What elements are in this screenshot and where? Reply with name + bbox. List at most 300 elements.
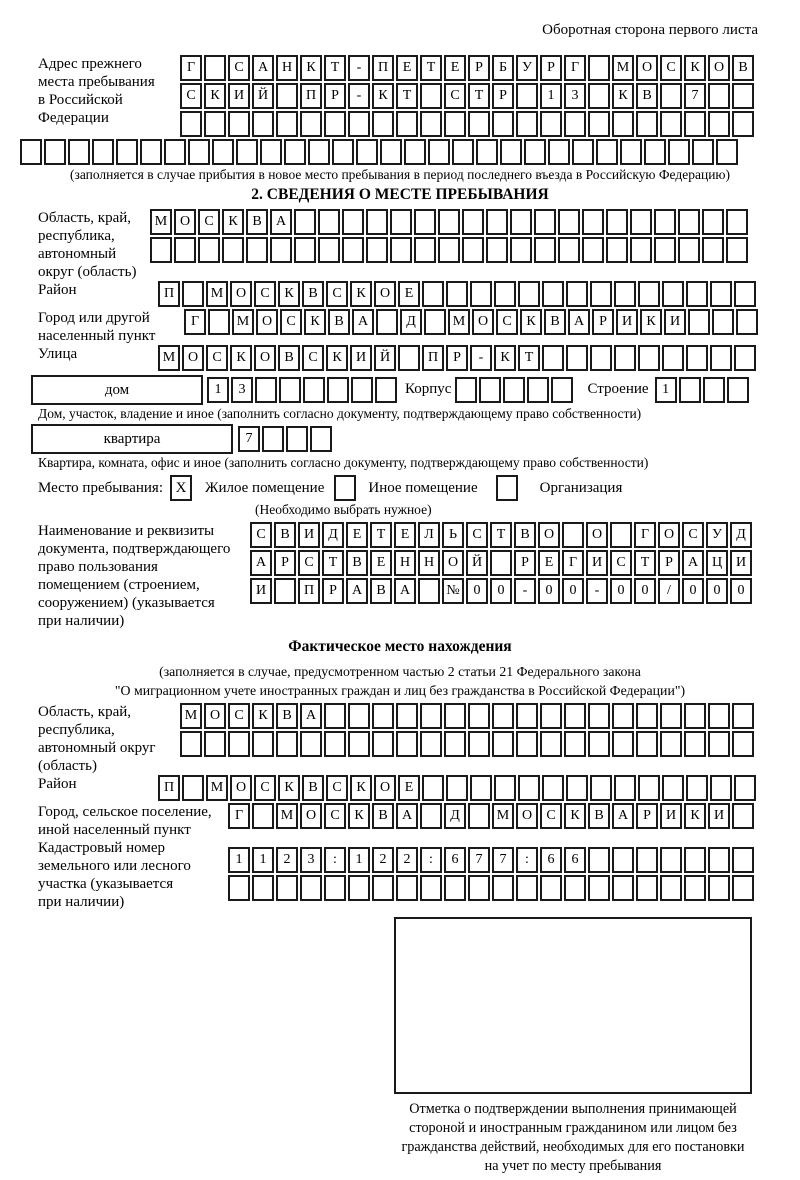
char-cell[interactable] — [372, 703, 394, 729]
char-cell[interactable] — [68, 139, 90, 165]
char-cell[interactable] — [310, 426, 332, 452]
char-cell[interactable]: Е — [398, 281, 420, 307]
char-cell[interactable] — [510, 209, 532, 235]
char-cell[interactable]: А — [352, 309, 374, 335]
char-cell[interactable] — [518, 281, 540, 307]
char-cell[interactable] — [612, 731, 634, 757]
char-cell[interactable] — [612, 847, 634, 873]
char-cell[interactable] — [668, 139, 690, 165]
char-cell[interactable] — [588, 111, 610, 137]
char-cell[interactable]: М — [180, 703, 202, 729]
char-cell[interactable] — [492, 731, 514, 757]
char-cell[interactable]: Р — [492, 83, 514, 109]
char-cell[interactable]: О — [204, 703, 226, 729]
char-cell[interactable]: Р — [324, 83, 346, 109]
char-cell[interactable] — [92, 139, 114, 165]
char-cell[interactable] — [252, 803, 274, 829]
char-cell[interactable] — [228, 731, 250, 757]
char-cell[interactable] — [662, 345, 684, 371]
char-cell[interactable] — [332, 139, 354, 165]
char-cell[interactable]: К — [520, 309, 542, 335]
char-cell[interactable] — [684, 111, 706, 137]
char-cell[interactable] — [468, 731, 490, 757]
char-cell[interactable]: Р — [658, 550, 680, 576]
char-cell[interactable] — [390, 237, 412, 263]
char-cell[interactable] — [342, 209, 364, 235]
char-cell[interactable] — [644, 139, 666, 165]
char-cell[interactable]: 6 — [564, 847, 586, 873]
char-cell[interactable] — [590, 345, 612, 371]
char-cell[interactable] — [548, 139, 570, 165]
char-cell[interactable] — [686, 345, 708, 371]
char-cell[interactable] — [566, 345, 588, 371]
char-cell[interactable] — [684, 847, 706, 873]
char-cell[interactable] — [286, 426, 308, 452]
char-cell[interactable]: В — [514, 522, 536, 548]
char-cell[interactable]: О — [230, 281, 252, 307]
char-cell[interactable] — [684, 703, 706, 729]
char-cell[interactable] — [614, 281, 636, 307]
char-cell[interactable] — [660, 875, 682, 901]
char-cell[interactable]: Е — [538, 550, 560, 576]
char-cell[interactable] — [318, 209, 340, 235]
char-cell[interactable] — [606, 237, 628, 263]
char-cell[interactable]: В — [328, 309, 350, 335]
char-cell[interactable] — [396, 703, 418, 729]
char-cell[interactable]: Т — [324, 55, 346, 81]
char-cell[interactable] — [518, 775, 540, 801]
char-cell[interactable] — [372, 111, 394, 137]
char-cell[interactable] — [588, 875, 610, 901]
char-cell[interactable]: 2 — [396, 847, 418, 873]
char-cell[interactable]: - — [348, 83, 370, 109]
char-cell[interactable]: П — [372, 55, 394, 81]
char-cell[interactable] — [356, 139, 378, 165]
char-cell[interactable] — [540, 111, 562, 137]
char-cell[interactable]: 3 — [231, 377, 253, 403]
char-cell[interactable] — [174, 237, 196, 263]
char-cell[interactable] — [479, 377, 501, 403]
char-cell[interactable] — [494, 775, 516, 801]
char-cell[interactable]: 7 — [684, 83, 706, 109]
char-cell[interactable] — [150, 237, 172, 263]
char-cell[interactable]: С — [302, 345, 324, 371]
char-cell[interactable]: П — [422, 345, 444, 371]
char-cell[interactable] — [180, 731, 202, 757]
char-cell[interactable]: 0 — [538, 578, 560, 604]
char-cell[interactable] — [620, 139, 642, 165]
char-cell[interactable]: М — [612, 55, 634, 81]
char-cell[interactable]: 0 — [562, 578, 584, 604]
char-cell[interactable] — [726, 237, 748, 263]
char-cell[interactable] — [486, 209, 508, 235]
char-cell[interactable] — [614, 345, 636, 371]
char-cell[interactable] — [468, 703, 490, 729]
char-cell[interactable] — [614, 775, 636, 801]
char-cell[interactable] — [492, 703, 514, 729]
char-cell[interactable]: Б — [492, 55, 514, 81]
char-cell[interactable]: В — [370, 578, 392, 604]
char-cell[interactable]: О — [636, 55, 658, 81]
char-cell[interactable] — [636, 731, 658, 757]
char-cell[interactable] — [636, 703, 658, 729]
char-cell[interactable]: М — [232, 309, 254, 335]
char-cell[interactable]: Т — [468, 83, 490, 109]
char-cell[interactable] — [564, 111, 586, 137]
char-cell[interactable] — [446, 281, 468, 307]
char-cell[interactable] — [562, 522, 584, 548]
char-cell[interactable] — [572, 139, 594, 165]
char-cell[interactable] — [182, 775, 204, 801]
char-cell[interactable]: С — [682, 522, 704, 548]
char-cell[interactable] — [686, 775, 708, 801]
char-cell[interactable]: Д — [444, 803, 466, 829]
char-cell[interactable] — [468, 875, 490, 901]
char-cell[interactable] — [732, 83, 754, 109]
char-cell[interactable]: 1 — [207, 377, 229, 403]
char-cell[interactable] — [710, 281, 732, 307]
char-cell[interactable]: Д — [322, 522, 344, 548]
char-cell[interactable]: О — [442, 550, 464, 576]
char-cell[interactable]: Р — [592, 309, 614, 335]
char-cell[interactable] — [188, 139, 210, 165]
char-cell[interactable] — [420, 111, 442, 137]
char-cell[interactable]: В — [372, 803, 394, 829]
char-cell[interactable]: Й — [466, 550, 488, 576]
char-cell[interactable] — [732, 875, 754, 901]
char-cell[interactable]: А — [682, 550, 704, 576]
char-cell[interactable]: С — [254, 281, 276, 307]
char-cell[interactable]: П — [298, 578, 320, 604]
char-cell[interactable]: 2 — [372, 847, 394, 873]
char-cell[interactable]: С — [326, 775, 348, 801]
char-cell[interactable]: С — [206, 345, 228, 371]
char-cell[interactable] — [540, 703, 562, 729]
char-cell[interactable] — [726, 209, 748, 235]
char-cell[interactable]: С — [280, 309, 302, 335]
char-cell[interactable] — [662, 281, 684, 307]
char-cell[interactable] — [420, 703, 442, 729]
char-cell[interactable]: А — [394, 578, 416, 604]
char-cell[interactable] — [588, 703, 610, 729]
char-cell[interactable] — [727, 377, 749, 403]
char-cell[interactable]: : — [516, 847, 538, 873]
char-cell[interactable] — [542, 281, 564, 307]
char-cell[interactable] — [212, 139, 234, 165]
char-cell[interactable] — [688, 309, 710, 335]
char-cell[interactable] — [678, 237, 700, 263]
char-cell[interactable]: К — [278, 775, 300, 801]
char-cell[interactable] — [348, 111, 370, 137]
char-cell[interactable] — [588, 731, 610, 757]
char-cell[interactable]: Т — [490, 522, 512, 548]
char-cell[interactable] — [516, 703, 538, 729]
char-cell[interactable] — [422, 775, 444, 801]
char-cell[interactable] — [428, 139, 450, 165]
char-cell[interactable] — [732, 731, 754, 757]
char-cell[interactable] — [462, 237, 484, 263]
char-cell[interactable] — [732, 847, 754, 873]
char-cell[interactable] — [380, 139, 402, 165]
char-cell[interactable]: И — [664, 309, 686, 335]
char-cell[interactable] — [462, 209, 484, 235]
char-cell[interactable] — [44, 139, 66, 165]
char-cell[interactable]: Р — [274, 550, 296, 576]
char-cell[interactable]: : — [324, 847, 346, 873]
char-cell[interactable]: О — [472, 309, 494, 335]
char-cell[interactable] — [198, 237, 220, 263]
char-cell[interactable]: У — [706, 522, 728, 548]
char-cell[interactable]: Й — [374, 345, 396, 371]
char-cell[interactable] — [590, 775, 612, 801]
char-cell[interactable] — [558, 209, 580, 235]
char-cell[interactable] — [636, 847, 658, 873]
char-cell[interactable] — [712, 309, 734, 335]
char-cell[interactable]: О — [374, 775, 396, 801]
char-cell[interactable]: Н — [276, 55, 298, 81]
char-cell[interactable]: О — [182, 345, 204, 371]
char-cell[interactable]: Л — [418, 522, 440, 548]
char-cell[interactable]: Г — [228, 803, 250, 829]
char-cell[interactable] — [516, 731, 538, 757]
char-cell[interactable] — [588, 847, 610, 873]
char-cell[interactable]: Е — [396, 55, 418, 81]
char-cell[interactable]: А — [612, 803, 634, 829]
char-cell[interactable] — [558, 237, 580, 263]
char-cell[interactable]: 0 — [490, 578, 512, 604]
char-cell[interactable] — [20, 139, 42, 165]
char-cell[interactable] — [376, 309, 398, 335]
char-cell[interactable]: 6 — [444, 847, 466, 873]
char-cell[interactable] — [527, 377, 549, 403]
char-cell[interactable]: 0 — [466, 578, 488, 604]
char-cell[interactable]: 1 — [252, 847, 274, 873]
char-cell[interactable]: Е — [394, 522, 416, 548]
char-cell[interactable] — [610, 522, 632, 548]
char-cell[interactable] — [348, 875, 370, 901]
char-cell[interactable]: О — [708, 55, 730, 81]
char-cell[interactable]: А — [346, 578, 368, 604]
apartment-box[interactable]: квартира — [31, 424, 233, 454]
char-cell[interactable] — [420, 83, 442, 109]
char-cell[interactable] — [204, 111, 226, 137]
char-cell[interactable]: Д — [400, 309, 422, 335]
char-cell[interactable]: № — [442, 578, 464, 604]
char-cell[interactable] — [516, 83, 538, 109]
char-cell[interactable] — [540, 731, 562, 757]
char-cell[interactable] — [236, 139, 258, 165]
residence-checkbox-other[interactable] — [334, 475, 356, 501]
char-cell[interactable] — [260, 139, 282, 165]
char-cell[interactable] — [736, 309, 758, 335]
char-cell[interactable]: Ь — [442, 522, 464, 548]
char-cell[interactable] — [582, 209, 604, 235]
char-cell[interactable] — [692, 139, 714, 165]
char-cell[interactable]: С — [444, 83, 466, 109]
char-cell[interactable] — [468, 111, 490, 137]
char-cell[interactable] — [510, 237, 532, 263]
char-cell[interactable]: О — [174, 209, 196, 235]
char-cell[interactable] — [660, 847, 682, 873]
char-cell[interactable]: Г — [562, 550, 584, 576]
char-cell[interactable] — [468, 803, 490, 829]
char-cell[interactable] — [418, 578, 440, 604]
char-cell[interactable]: И — [616, 309, 638, 335]
char-cell[interactable]: В — [302, 775, 324, 801]
char-cell[interactable] — [294, 237, 316, 263]
char-cell[interactable] — [420, 731, 442, 757]
char-cell[interactable]: К — [494, 345, 516, 371]
char-cell[interactable] — [516, 111, 538, 137]
char-cell[interactable] — [470, 775, 492, 801]
char-cell[interactable]: Г — [634, 522, 656, 548]
char-cell[interactable] — [300, 111, 322, 137]
char-cell[interactable] — [662, 775, 684, 801]
char-cell[interactable] — [438, 237, 460, 263]
char-cell[interactable]: К — [278, 281, 300, 307]
char-cell[interactable] — [654, 209, 676, 235]
char-cell[interactable]: 0 — [634, 578, 656, 604]
char-cell[interactable]: - — [586, 578, 608, 604]
char-cell[interactable]: А — [270, 209, 292, 235]
char-cell[interactable] — [276, 731, 298, 757]
char-cell[interactable]: С — [326, 281, 348, 307]
char-cell[interactable]: И — [250, 578, 272, 604]
char-cell[interactable] — [716, 139, 738, 165]
char-cell[interactable] — [424, 309, 446, 335]
char-cell[interactable] — [455, 377, 477, 403]
char-cell[interactable]: С — [228, 703, 250, 729]
char-cell[interactable] — [351, 377, 373, 403]
char-cell[interactable] — [708, 83, 730, 109]
char-cell[interactable]: В — [732, 55, 754, 81]
char-cell[interactable]: И — [298, 522, 320, 548]
char-cell[interactable]: О — [254, 345, 276, 371]
char-cell[interactable]: К — [684, 55, 706, 81]
char-cell[interactable] — [534, 209, 556, 235]
char-cell[interactable] — [486, 237, 508, 263]
char-cell[interactable] — [372, 731, 394, 757]
char-cell[interactable] — [582, 237, 604, 263]
char-cell[interactable]: Т — [420, 55, 442, 81]
char-cell[interactable]: 1 — [348, 847, 370, 873]
char-cell[interactable] — [492, 875, 514, 901]
char-cell[interactable] — [294, 209, 316, 235]
char-cell[interactable]: - — [514, 578, 536, 604]
char-cell[interactable] — [638, 345, 660, 371]
char-cell[interactable]: К — [350, 775, 372, 801]
char-cell[interactable]: В — [278, 345, 300, 371]
char-cell[interactable]: С — [198, 209, 220, 235]
char-cell[interactable]: С — [228, 55, 250, 81]
char-cell[interactable] — [490, 550, 512, 576]
char-cell[interactable] — [279, 377, 301, 403]
char-cell[interactable] — [324, 703, 346, 729]
char-cell[interactable]: М — [492, 803, 514, 829]
char-cell[interactable] — [708, 703, 730, 729]
char-cell[interactable] — [542, 775, 564, 801]
char-cell[interactable] — [630, 237, 652, 263]
char-cell[interactable] — [588, 83, 610, 109]
char-cell[interactable] — [708, 731, 730, 757]
char-cell[interactable]: Т — [634, 550, 656, 576]
char-cell[interactable] — [702, 209, 724, 235]
char-cell[interactable]: О — [516, 803, 538, 829]
char-cell[interactable]: - — [470, 345, 492, 371]
char-cell[interactable] — [204, 731, 226, 757]
char-cell[interactable] — [638, 281, 660, 307]
char-cell[interactable]: Г — [184, 309, 206, 335]
char-cell[interactable]: К — [612, 83, 634, 109]
char-cell[interactable] — [708, 875, 730, 901]
char-cell[interactable]: 6 — [540, 847, 562, 873]
char-cell[interactable] — [734, 775, 756, 801]
char-cell[interactable]: К — [640, 309, 662, 335]
char-cell[interactable] — [516, 875, 538, 901]
char-cell[interactable] — [348, 703, 370, 729]
char-cell[interactable]: В — [246, 209, 268, 235]
char-cell[interactable] — [678, 209, 700, 235]
char-cell[interactable] — [140, 139, 162, 165]
char-cell[interactable] — [116, 139, 138, 165]
char-cell[interactable] — [660, 83, 682, 109]
char-cell[interactable]: А — [568, 309, 590, 335]
char-cell[interactable]: 0 — [682, 578, 704, 604]
char-cell[interactable] — [500, 139, 522, 165]
char-cell[interactable]: И — [660, 803, 682, 829]
char-cell[interactable]: О — [230, 775, 252, 801]
char-cell[interactable]: М — [448, 309, 470, 335]
char-cell[interactable]: В — [544, 309, 566, 335]
char-cell[interactable]: / — [658, 578, 680, 604]
char-cell[interactable]: О — [300, 803, 322, 829]
char-cell[interactable]: 1 — [655, 377, 677, 403]
char-cell[interactable]: Р — [446, 345, 468, 371]
char-cell[interactable]: 0 — [706, 578, 728, 604]
char-cell[interactable] — [324, 731, 346, 757]
char-cell[interactable] — [684, 875, 706, 901]
char-cell[interactable]: А — [250, 550, 272, 576]
char-cell[interactable] — [524, 139, 546, 165]
char-cell[interactable] — [732, 803, 754, 829]
char-cell[interactable]: С — [250, 522, 272, 548]
char-cell[interactable] — [732, 703, 754, 729]
char-cell[interactable] — [636, 875, 658, 901]
char-cell[interactable]: С — [610, 550, 632, 576]
char-cell[interactable]: Н — [394, 550, 416, 576]
char-cell[interactable]: В — [588, 803, 610, 829]
char-cell[interactable] — [270, 237, 292, 263]
char-cell[interactable] — [396, 731, 418, 757]
char-cell[interactable]: В — [636, 83, 658, 109]
char-cell[interactable] — [444, 875, 466, 901]
char-cell[interactable] — [414, 237, 436, 263]
char-cell[interactable]: М — [206, 775, 228, 801]
char-cell[interactable]: В — [274, 522, 296, 548]
char-cell[interactable]: - — [348, 55, 370, 81]
char-cell[interactable]: К — [252, 703, 274, 729]
char-cell[interactable] — [503, 377, 525, 403]
char-cell[interactable]: 7 — [238, 426, 260, 452]
char-cell[interactable]: М — [150, 209, 172, 235]
char-cell[interactable] — [284, 139, 306, 165]
char-cell[interactable]: К — [564, 803, 586, 829]
char-cell[interactable]: Р — [540, 55, 562, 81]
char-cell[interactable]: К — [348, 803, 370, 829]
char-cell[interactable]: С — [324, 803, 346, 829]
char-cell[interactable] — [452, 139, 474, 165]
char-cell[interactable] — [710, 775, 732, 801]
